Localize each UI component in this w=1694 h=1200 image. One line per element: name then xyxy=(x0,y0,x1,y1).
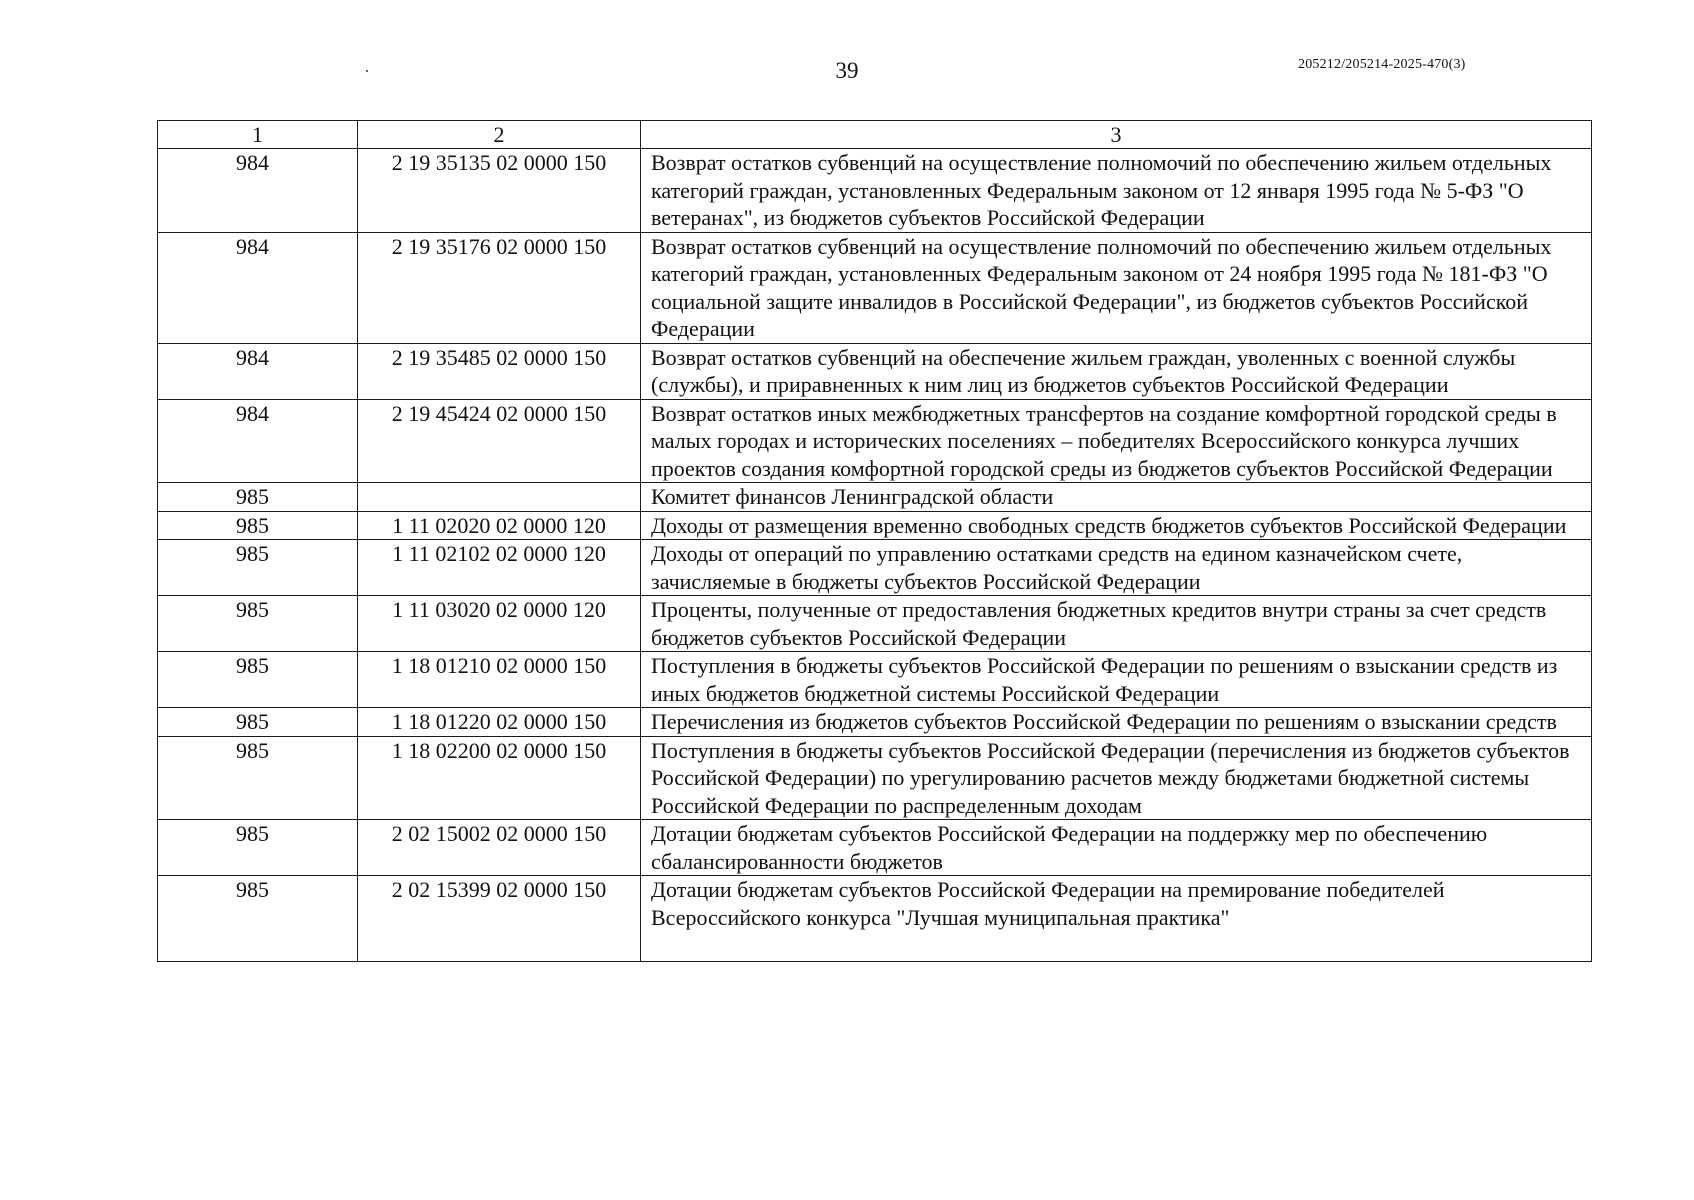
description-cell: Проценты, полученные от предоставления бюджетных кредитов внутри страны за счет средств бюджетов субъектов Российской Федерации xyxy=(641,596,1592,652)
scan-speck xyxy=(366,70,368,72)
description-cell: Возврат остатков иных межбюджетных трансфертов на создание комфортной городской среды в малых городах и исторических поселениях – победителях Всероссийского конкурса лучших проектов создания комфортной городской среды из бюджетов субъектов Российской Федерации xyxy=(641,399,1592,483)
budget-code-cell: 2 02 15399 02 0000 150 xyxy=(358,876,641,962)
table-row xyxy=(158,540,1592,596)
budget-code-cell: 2 19 45424 02 0000 150 xyxy=(358,399,641,483)
table-row xyxy=(158,596,1592,652)
table-row xyxy=(158,820,1592,876)
description-cell: Доходы от операций по управлению остатками средств на едином казначейском счете, зачисляемые в бюджеты субъектов Российской Федерации xyxy=(641,540,1592,596)
column-header-1: 1 xyxy=(158,121,358,149)
admin-code-cell: 984 xyxy=(158,343,358,399)
admin-code-cell: 984 xyxy=(158,232,358,343)
table-row xyxy=(158,149,1592,233)
budget-code-cell: 1 18 01210 02 0000 150 xyxy=(358,652,641,708)
admin-code-cell: 985 xyxy=(158,540,358,596)
column-header-3: 3 xyxy=(641,121,1592,149)
admin-code-cell: 985 xyxy=(158,596,358,652)
admin-code-cell: 985 xyxy=(158,652,358,708)
budget-code-cell: 1 18 02200 02 0000 150 xyxy=(358,736,641,820)
table-header-row xyxy=(158,121,1592,149)
budget-code-cell: 2 19 35135 02 0000 150 xyxy=(358,149,641,233)
description-cell: Возврат остатков субвенций на обеспечение жильем граждан, уволенных с военной службы (службы), и приравненных к ним лиц из бюджетов субъектов Российской Федерации xyxy=(641,343,1592,399)
table-row xyxy=(158,511,1592,540)
description-cell: Комитет финансов Ленинградской области xyxy=(641,483,1592,512)
budget-code-cell: 1 11 02102 02 0000 120 xyxy=(358,540,641,596)
admin-code-cell: 985 xyxy=(158,511,358,540)
table-row xyxy=(158,232,1592,343)
admin-code-cell: 985 xyxy=(158,876,358,962)
table-row xyxy=(158,399,1592,483)
table-row xyxy=(158,708,1592,737)
admin-code-cell: 985 xyxy=(158,483,358,512)
description-cell: Дотации бюджетам субъектов Российской Федерации на премирование победителей Всероссийского конкурса "Лучшая муниципальная практика" xyxy=(641,876,1592,962)
budget-code-cell xyxy=(358,483,641,512)
description-cell: Возврат остатков субвенций на осуществление полномочий по обеспечению жильем отдельных категорий граждан, установленных Федеральным законом от 24 ноября 1995 года № 181-ФЗ "О социальной защите инвалидов в Российской Федерации", из бюджетов субъектов Российской Федерации xyxy=(641,232,1592,343)
budget-code-cell: 1 11 02020 02 0000 120 xyxy=(358,511,641,540)
budget-code-cell: 1 18 01220 02 0000 150 xyxy=(358,708,641,737)
budget-code-cell: 2 19 35485 02 0000 150 xyxy=(358,343,641,399)
budget-codes-table xyxy=(157,120,1592,962)
page-number: 39 xyxy=(835,58,859,83)
description-cell: Дотации бюджетам субъектов Российской Федерации на поддержку мер по обеспечению сбалансированности бюджетов xyxy=(641,820,1592,876)
description-cell: Поступления в бюджеты субъектов Российской Федерации (перечисления из бюджетов субъектов Российской Федерации) по урегулированию расчетов между бюджетами бюджетной системы Российской Федерации по распределенным доходам xyxy=(641,736,1592,820)
admin-code-cell: 985 xyxy=(158,736,358,820)
budget-code-cell: 2 02 15002 02 0000 150 xyxy=(358,820,641,876)
table-row xyxy=(158,483,1592,512)
document-code: 205212/205214-2025-470(3) xyxy=(1298,57,1466,72)
table-row xyxy=(158,736,1592,820)
description-cell: Поступления в бюджеты субъектов Российской Федерации по решениям о взыскании средств из иных бюджетов бюджетной системы Российской Федерации xyxy=(641,652,1592,708)
table-row xyxy=(158,652,1592,708)
admin-code-cell: 984 xyxy=(158,399,358,483)
budget-code-cell: 2 19 35176 02 0000 150 xyxy=(358,232,641,343)
description-cell: Доходы от размещения временно свободных средств бюджетов субъектов Российской Федерации xyxy=(641,511,1592,540)
admin-code-cell: 984 xyxy=(158,149,358,233)
table-row xyxy=(158,343,1592,399)
admin-code-cell: 985 xyxy=(158,820,358,876)
column-header-2: 2 xyxy=(358,121,641,149)
description-cell: Возврат остатков субвенций на осуществление полномочий по обеспечению жильем отдельных категорий граждан, установленных Федеральным законом от 12 января 1995 года № 5-ФЗ "О ветеранах", из бюджетов субъектов Российской Федерации xyxy=(641,149,1592,233)
description-cell: Перечисления из бюджетов субъектов Российской Федерации по решениям о взыскании средств xyxy=(641,708,1592,737)
table-row xyxy=(158,876,1592,962)
admin-code-cell: 985 xyxy=(158,708,358,737)
budget-code-cell: 1 11 03020 02 0000 120 xyxy=(358,596,641,652)
